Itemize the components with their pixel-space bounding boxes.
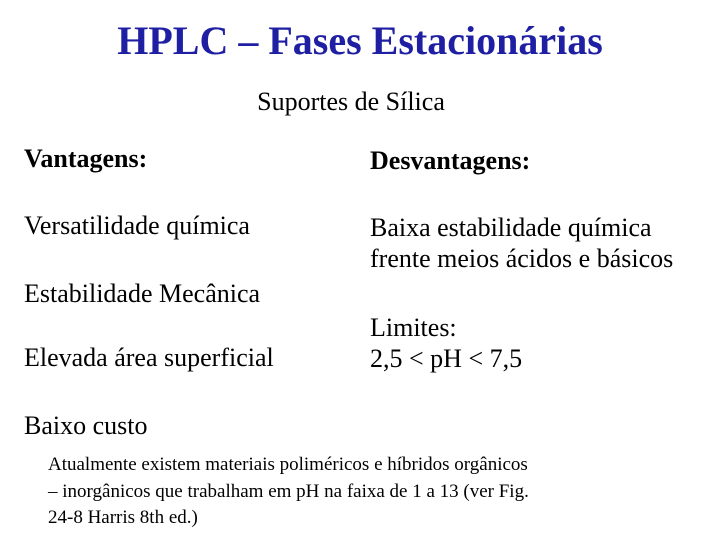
disadvantage-line: Limites: bbox=[370, 313, 457, 342]
advantage-item-high-surface-area: Elevada área superficial bbox=[24, 343, 274, 372]
disadvantages-heading: Desvantagens: bbox=[370, 146, 531, 175]
footnote-line: Atualmente existem materiais poliméricos e híbridos orgânicos bbox=[48, 454, 528, 475]
advantage-item-chemical-versatility: Versatilidade química bbox=[24, 211, 250, 240]
disadvantage-line: Baixa estabilidade química bbox=[370, 213, 652, 242]
footnote-line: – inorgânicos que trabalham em pH na faixa de 1 a 13 (ver Fig. bbox=[48, 480, 529, 502]
disadvantage-item-chemical-stability bbox=[370, 212, 673, 274]
advantage-item-mechanical-stability: Estabilidade Mecânica bbox=[24, 279, 261, 308]
slide-subtitle: Suportes de Sílica bbox=[257, 87, 445, 116]
footnote-line: 24-8 Harris 8th ed.) bbox=[48, 507, 198, 529]
advantages-heading: Vantagens: bbox=[24, 144, 148, 173]
disadvantage-line: 2,5 < pH < 7,5 bbox=[370, 344, 523, 374]
footnote-paragraph bbox=[48, 452, 698, 532]
disadvantage-line: frente meios ácidos e básicos bbox=[370, 244, 674, 274]
disadvantage-item-ph-limits bbox=[370, 312, 522, 374]
slide-title: HPLC – Fases Estacionárias bbox=[117, 18, 603, 63]
advantage-item-low-cost: Baixo custo bbox=[24, 411, 148, 440]
